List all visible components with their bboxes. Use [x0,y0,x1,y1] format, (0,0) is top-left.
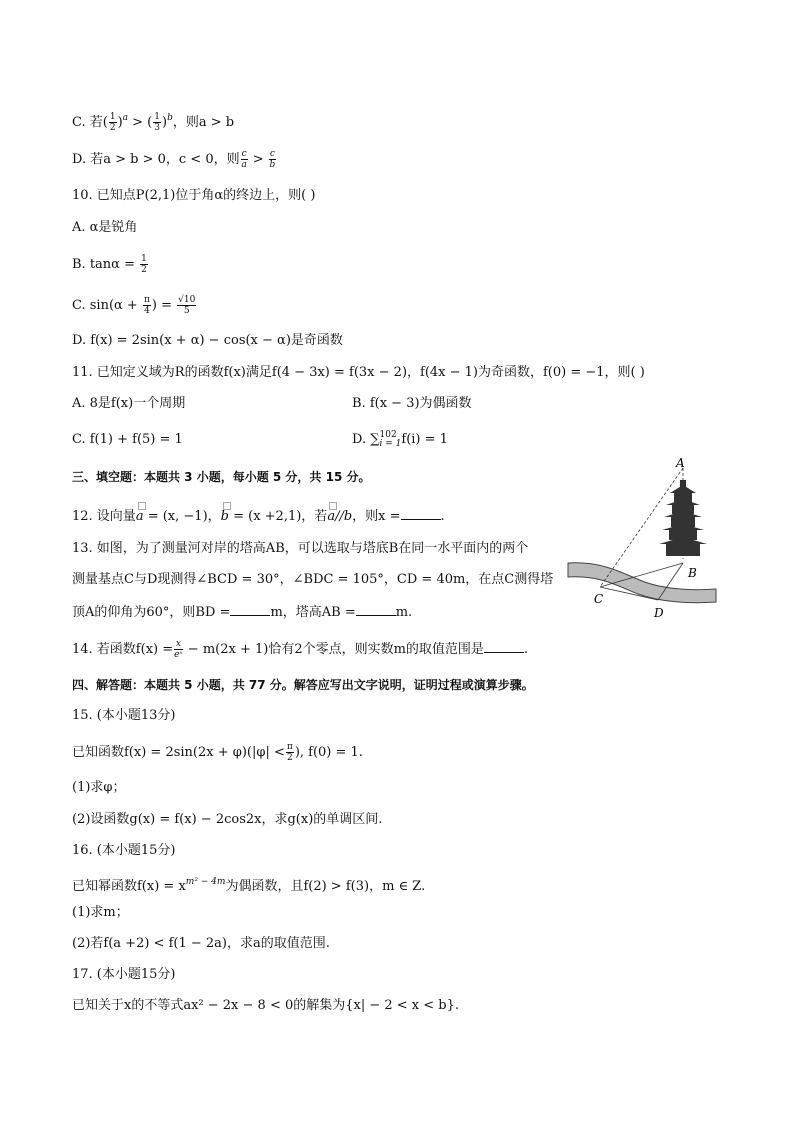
sum-lower: i = 1 [379,438,402,449]
sum-body: f(i) = 1 [401,432,448,447]
q12-end: . [440,509,445,524]
q10-option-d: D. f(x) = 2sin(x + α) − cos(x − α)是奇函数 [72,333,343,348]
half-fraction: $\frac{1}{2}$ [109,112,116,133]
q13-line-1: 13. 如图，为了测量河对岸的塔高AB，可以选取与塔底B在同一水平面内的两个 [72,541,529,556]
q13-line-2: 测量基点C与D现测得∠BCD = 30°，∠BDC = 105°，CD = 40m，在点C测得塔 [72,572,554,587]
q9c-label: C. 若 [72,115,103,130]
q13-end: m. [395,605,413,620]
q13-line-3 [72,601,412,623]
q13-bd-blank[interactable] [230,601,270,616]
q10b-label: B. tanα = [72,257,140,272]
q12-bval: = (x +2,1)，若 [228,509,328,524]
q10c-label: C. sin(α + [72,298,142,313]
q15-stem [72,742,363,763]
q12-aval: = (x, −1)， [143,509,221,524]
c-over-a: $\frac{c}{a}$ [241,149,247,170]
q13-ab-text: m，塔高AB = [270,605,356,620]
section-3-heading: 三、填空题：本题共 3 小题，每小题 5 分，共 15 分。 [72,470,371,484]
pi-over-4: $\frac{\pi}{4}$ [143,295,150,316]
third-fraction: $\frac{1}{3}$ [154,112,160,133]
q16-stem-pre: 已知幂函数f(x) = x [72,879,186,894]
label-b: B [688,566,697,580]
one-half: $\frac{1}{2}$ [141,254,147,275]
q14-end: . [523,642,529,657]
q10-option-c [72,295,197,316]
section-4-heading: 四、解答题：本题共 5 小题，共 77 分。解答应写出文字说明，证明过程或演算步骤。 [72,678,534,692]
q12-post: ，则x = [352,509,401,524]
q10c-mid: ) = [151,298,177,313]
q13-bd-text: 顶A的仰角为60°，则BD = [72,605,231,620]
q10-option-a: A. α是锐角 [72,220,138,235]
x-over-ex: $\frac{x}{\text{eˣ}}$ [174,639,183,660]
q17-heading: 17. (本小题15分) [72,967,176,982]
q12-answer-blank[interactable] [401,505,441,520]
q13-ab-blank[interactable] [356,601,396,616]
q11-option-c: C. f(1) + f(5) = 1 [72,432,183,447]
sqrt10-over-5: $\frac{√10}{5}$ [178,295,196,316]
q9c-tail: ，则a > b [172,115,235,130]
q16-exponent: m² − 4m [185,877,226,887]
gt-sign: > [248,152,268,167]
q11-stem: 11. 已知定义域为R的函数f(x)满足f(4 − 3x) = f(3x − 2)，f(4x − 1)为奇函数，f(0) = −1，则( ) [72,365,645,380]
label-a: A [676,456,685,470]
q14-pre: 14. 若函数f(x) = [72,642,174,657]
vector-b: b [221,507,229,527]
q15-part-2: (2)设函数g(x) = f(x) − 2cos2x，求g(x)的单调区间. [72,812,383,827]
q16-stem-post: 为偶函数，且f(2) > f(3)，m ∈ Z. [225,879,426,894]
q15-stem-pre: 已知函数f(x) = 2sin(2x + φ)(|φ| < [72,745,285,760]
q11-option-d [352,430,448,450]
q12-stem [72,505,445,527]
sum-upper: 102 [379,429,397,440]
q11-option-b: B. f(x − 3)为偶函数 [352,396,472,411]
q10-stem: 10. 已知点P(2,1)位于角α的终边上，则( ) [72,188,316,203]
q14-post: − m(2x + 1)恰有2个零点，则实数m的取值范围是 [183,642,484,657]
q9-option-c: C. 若( $\frac{1}{2}$ )$^a$ > ( $\frac{1}{3}$ )$^b$，则a > b [72,112,235,133]
q12-pre: 12. 设向量 [72,509,136,524]
q15-part-1: (1)求φ； [72,780,126,795]
parallel-condition: a//b [327,507,352,527]
q16-heading: 16. (本小题15分) [72,843,176,858]
q16-part-2: (2)若f(a +2) < f(1 − 2a)，求a的取值范围. [72,936,330,951]
pagoda-river-figure [562,455,722,620]
vector-a: a [136,507,144,527]
q11-option-a: A. 8是f(x)一个周期 [72,396,186,411]
q17-stem: 已知关于x的不等式ax² − 2x − 8 < 0的解集为{x| − 2 < x < b}. [72,998,460,1013]
label-c: C [594,592,604,606]
pi-over-2: $\frac{\pi}{2}$ [286,742,293,763]
q14-stem [72,638,528,660]
q10-option-b [72,254,149,275]
q16-part-1: (1)求m； [72,905,129,920]
q14-answer-blank[interactable] [484,638,524,653]
q15-heading: 15. (本小题13分) [72,708,176,723]
label-d: D [654,606,664,620]
q15-stem-post: ), f(0) = 1. [294,745,363,760]
q9d-label: D. 若a > b > 0，c < 0，则 [72,152,240,167]
sum-symbol: D. ∑ [352,432,380,447]
q9-option-d [72,149,277,170]
c-over-b: $\frac{c}{b}$ [269,149,276,170]
q16-stem [72,872,425,897]
